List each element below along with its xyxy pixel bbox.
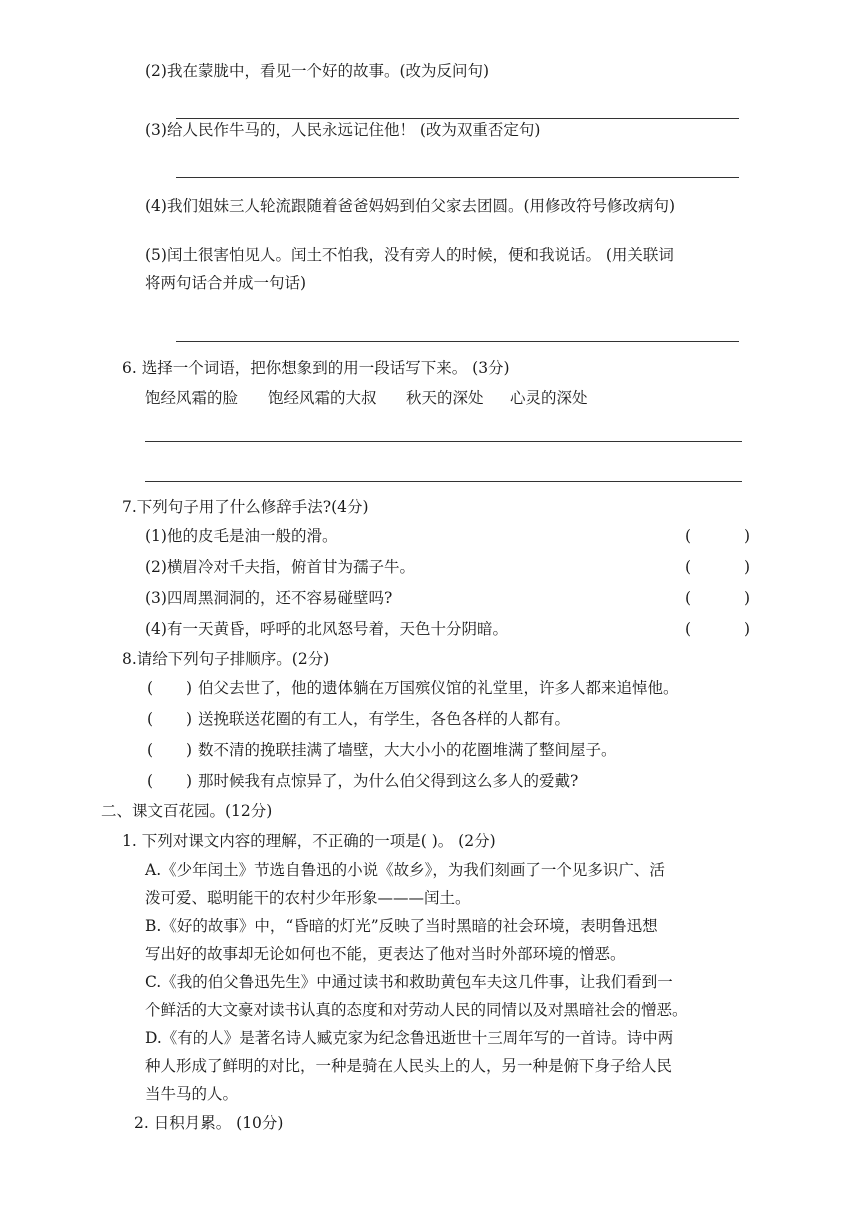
q8-order-open-4[interactable]: ( xyxy=(147,772,154,790)
q8-item-3: 数不清的挽联挂满了墙壁，大大小小的花圈堆满了整间屋子。 xyxy=(198,741,617,759)
s2-q1-option-a-line1: A.《少年闰土》节选自鲁迅的小说《故乡》，为我们刻画了一个见多识广、活 xyxy=(145,861,665,879)
q8-item-2: 送挽联送花圈的有工人，有学生，各色各样的人都有。 xyxy=(198,710,571,728)
q5-item-5-line1: (5)闰土很害怕见人。闰土不怕我，没有旁人的时候，便和我说话。 (用关联词 xyxy=(145,246,674,264)
q5-item-5-line2: 将两句话合并成一句话) xyxy=(145,274,307,292)
q8-order-open-2[interactable]: ( xyxy=(147,710,154,728)
answer-line-q5-3[interactable] xyxy=(176,177,739,178)
s2-q2-title: 2. 日积月累。 (10分) xyxy=(134,1114,284,1132)
s2-q1-option-d-line2: 种人形成了鲜明的对比，一种是骑在人民头上的人，另一种是俯下身子给人民 xyxy=(145,1057,673,1075)
q7-item-1: (1)他的皮毛是油一般的滑。 xyxy=(145,527,338,545)
s2-q1-option-d-line1: D.《有的人》是著名诗人臧克家为纪念鲁迅逝世十三周年写的一首诗。诗中两 xyxy=(145,1029,674,1047)
q8-order-close-3: ) xyxy=(186,741,193,759)
s2-q1-option-c-line1: C.《我的伯父鲁迅先生》中通过读书和救助黄包车夫这几件事，让我们看到一 xyxy=(145,973,673,991)
s2-q1-option-a-line2: 泼可爱、聪明能干的农村少年形象———闰土。 xyxy=(145,889,471,907)
answer-line-q5-5[interactable] xyxy=(176,341,739,342)
q8-order-close-4: ) xyxy=(186,772,193,790)
q7-item-3: (3)四周黑洞洞的，还不容易碰壁吗? xyxy=(145,589,393,607)
q7-answer-close-4: ) xyxy=(744,620,751,638)
q5-item-4: (4)我们姐妹三人轮流跟随着爸爸妈妈到伯父家去团圆。(用修改符号修改病句) xyxy=(145,197,676,215)
s2-q1-title: 1. 下列对课文内容的理解，不正确的一项是( )。 (2分) xyxy=(122,832,496,850)
q8-title: 8.请给下列句子排顺序。(2分) xyxy=(122,650,330,668)
q7-answer-close-1: ) xyxy=(744,527,751,545)
section2-title: 二、课文百花园。(12分) xyxy=(101,802,273,820)
q6-word-3: 秋天的深处 xyxy=(406,389,484,407)
q7-answer-open-3[interactable]: ( xyxy=(685,589,692,607)
q8-item-1: 伯父去世了，他的遗体躺在万国殡仪馆的礼堂里，许多人都来追悼他。 xyxy=(198,679,679,697)
q7-answer-open-1[interactable]: ( xyxy=(685,527,692,545)
q8-order-close-1: ) xyxy=(186,679,193,697)
q8-order-open-3[interactable]: ( xyxy=(147,741,154,759)
q7-item-4: (4)有一天黄昏，呼呼的北风怒号着，天色十分阴暗。 xyxy=(145,620,508,638)
q5-item-3: (3)给人民作牛马的，人民永远记住他！ (改为双重否定句) xyxy=(145,121,541,139)
q7-answer-close-3: ) xyxy=(744,589,751,607)
q8-item-4: 那时候我有点惊异了，为什么伯父得到这么多人的爱戴? xyxy=(198,772,579,790)
q7-title: 7.下列句子用了什么修辞手法?(4分) xyxy=(122,498,369,516)
s2-q1-option-d-line3: 当牛马的人。 xyxy=(145,1085,239,1103)
q5-item-2: (2)我在蒙胧中，看见一个好的故事。(改为反问句) xyxy=(145,62,490,80)
q7-answer-open-4[interactable]: ( xyxy=(685,620,692,638)
answer-line-q6-2[interactable] xyxy=(145,481,742,482)
answer-line-q6-1[interactable] xyxy=(145,441,742,442)
q6-word-4: 心灵的深处 xyxy=(510,389,588,407)
q6-title: 6. 选择一个词语，把你想象到的用一段话写下来。 (3分) xyxy=(122,359,510,377)
q6-word-1: 饱经风霜的脸 xyxy=(145,389,239,407)
q8-order-open-1[interactable]: ( xyxy=(147,679,154,697)
q6-word-2: 饱经风霜的大叔 xyxy=(268,389,377,407)
q7-item-2: (2)横眉冷对千夫指，俯首甘为孺子牛。 xyxy=(145,558,415,576)
q7-answer-open-2[interactable]: ( xyxy=(685,558,692,576)
s2-q1-option-c-line2: 个鲜活的大文豪对读书认真的态度和对劳动人民的同情以及对黑暗社会的憎恶。 xyxy=(145,1001,688,1019)
s2-q1-option-b-line2: 写出好的故事却无论如何也不能，更表达了他对当时外部环境的憎恶。 xyxy=(145,945,626,963)
q7-answer-close-2: ) xyxy=(744,558,751,576)
s2-q1-option-b-line1: B.《好的故事》中，“昏暗的灯光”反映了当时黑暗的社会环境，表明鲁迅想 xyxy=(145,917,658,935)
q8-order-close-2: ) xyxy=(186,710,193,728)
